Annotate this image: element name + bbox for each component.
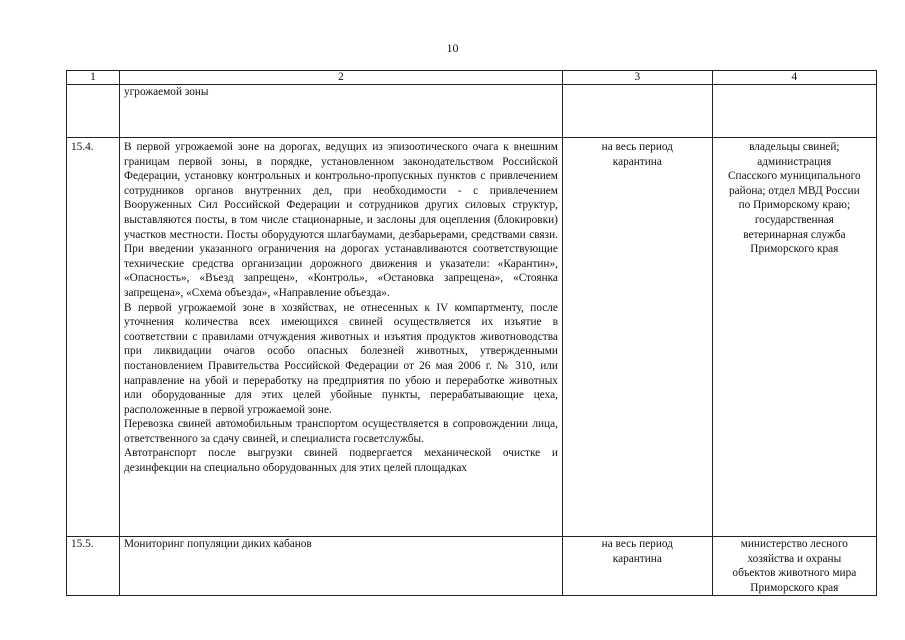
measures-table — [66, 70, 877, 596]
row-term — [562, 537, 712, 596]
row-term — [562, 138, 712, 537]
responsible-line: государственная — [754, 213, 834, 226]
term-line: карантина — [612, 552, 662, 565]
responsible-line: объектов животного мира — [732, 567, 857, 580]
row-description — [120, 537, 563, 596]
row-description — [120, 138, 563, 537]
responsible-line: хозяйства и охраны — [747, 552, 842, 565]
description-text: угрожаемой зоны — [124, 86, 209, 98]
column-header-responsible: 4 — [712, 71, 876, 85]
row-term — [562, 85, 712, 138]
responsible-line: Приморского края — [750, 581, 839, 594]
table-row-continuation — [67, 85, 877, 138]
row-description — [120, 85, 563, 138]
term-line: на весь период — [601, 538, 673, 550]
description-paragraph-2: В первой угрожаемой зоне в хозяйствах, не отнесенных к IV компартменту, после уточнения количества всех имеющихся свиней осуществляется их изъятие в соответствии с правилами отчуждения животных и изъятия продуктов животноводства при ликвидации очагов особо опасных болезней животных, утвержденными постановлением Правительства Российской Федерации от 26 мая 2006 г. № 310, или направление на убой и переработку на предприятия по убою и переработке животных или оборудованные для этих целей убойные пункты, перерабатывающие цеха, расположенные в первой угрожаемой зоне. — [124, 301, 558, 416]
row-responsible — [712, 537, 876, 596]
responsible-line: Приморского края — [750, 243, 839, 256]
row-responsible — [712, 138, 876, 537]
responsible-line: района; отдел МВД России — [729, 184, 860, 197]
row-number: 15.5. — [67, 537, 120, 596]
row-responsible — [712, 85, 876, 138]
responsible-line: по Приморскому краю; — [738, 199, 851, 212]
row-number: 15.4. — [67, 138, 120, 537]
column-header-measure: 2 — [120, 71, 563, 85]
description-paragraph-4: Автотранспорт после выгрузки свиней подвергается механической очистке и дезинфекции на специально оборудованных для этих целей площадках — [124, 447, 558, 475]
responsible-line: министерство лесного — [740, 538, 848, 550]
description-paragraph-1: В первой угрожаемой зоне на дорогах, ведущих из эпизоотического очага к внешним границам первой зоны, в порядке, установленном законодательством Российской Федерации, установку контрольных и контрольно-пропускных пунктов с привлечением сотрудников органов внутренних дел, при необходимости - с привлечением Вооруженных Сил Российской Федерации и сотрудников других силовых структур, выставляются посты, в том числе стационарные, и заслоны для оцепления (блокировки) участков местности. Посты оборудуются шлагбаумами, дезбарьерами, средствами связи. При введении указанного ограничения на дорогах устанавливаются соответствующие технические средства организации дорожного движения и указатели: «Карантин», «Опасность», «Въезд запрещен», «Контроль», «Остановка запрещена», «Стоянка запрещена», «Схема объезда», «Направление объезда». — [124, 141, 558, 299]
table-row-15-4 — [67, 138, 877, 537]
responsible-line: владельцы свиней; — [749, 141, 840, 153]
description-paragraph-3: Перевозка свиней автомобильным транспортом осуществляется в сопровождении лица, ответственного за сдачу свиней, и специалиста госветслужбы. — [124, 418, 558, 445]
responsible-line: администрация — [757, 155, 832, 168]
responsible-line: Спасского муниципального — [728, 170, 861, 183]
term-line: карантина — [612, 155, 662, 168]
column-header-number: 1 — [67, 71, 120, 85]
table-row-15-5 — [67, 537, 877, 596]
column-header-term: 3 — [562, 71, 712, 85]
table-header-row — [67, 71, 877, 85]
description-text: Мониторинг популяции диких кабанов — [124, 538, 312, 550]
responsible-line: ветеринарная служба — [743, 228, 846, 241]
page-number: 10 — [446, 41, 459, 55]
row-number — [67, 85, 120, 138]
term-line: на весь период — [601, 141, 673, 153]
